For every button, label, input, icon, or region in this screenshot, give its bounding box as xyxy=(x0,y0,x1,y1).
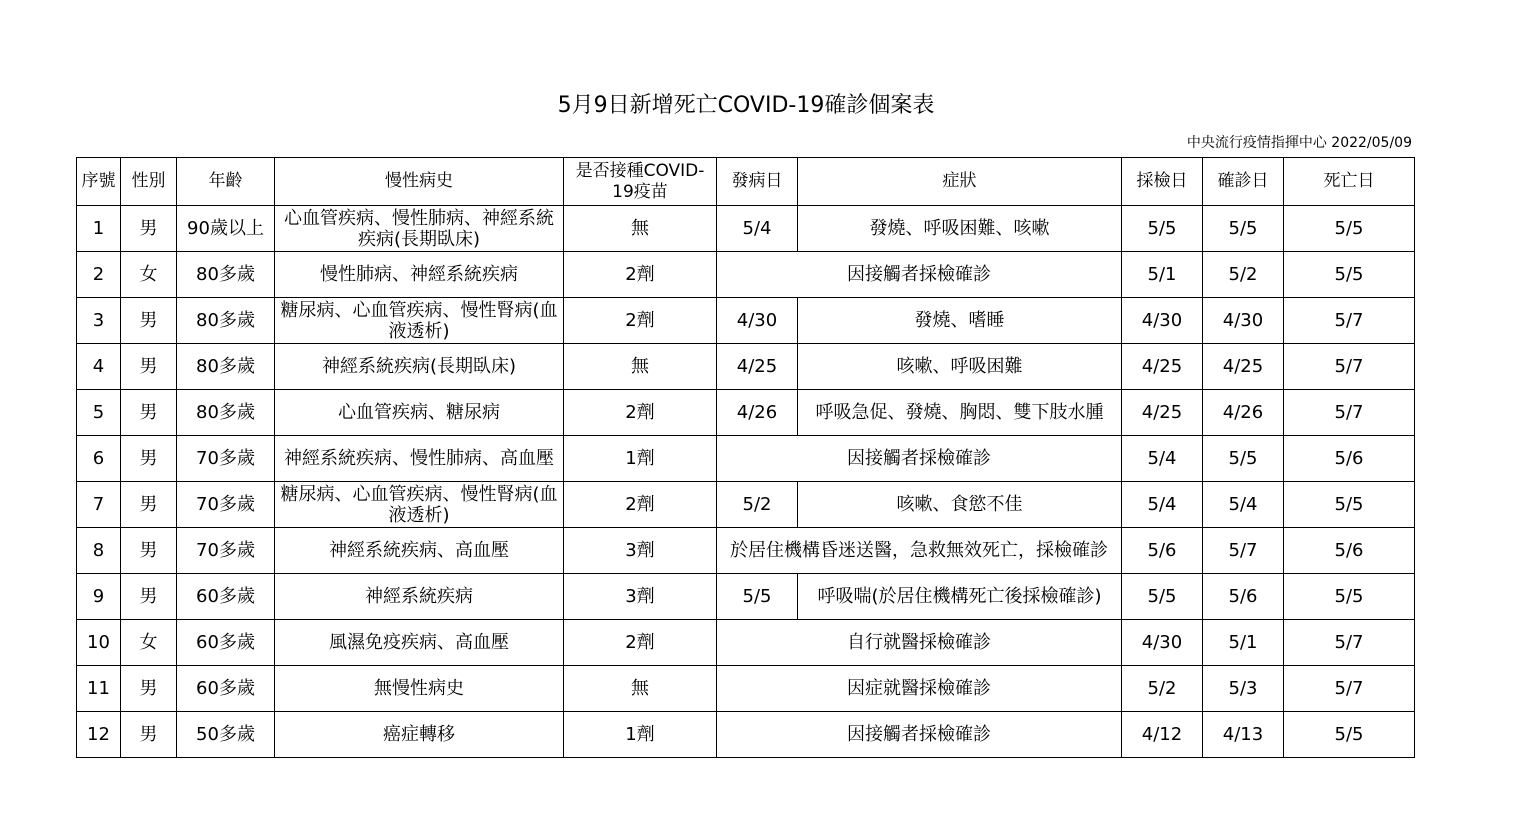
cell-no: 1 xyxy=(77,206,121,252)
cell-no: 11 xyxy=(77,666,121,712)
cell-onset: 5/4 xyxy=(717,206,798,252)
table-row xyxy=(77,574,1415,620)
cell-vaccine: 2劑 xyxy=(564,390,717,436)
table-row xyxy=(77,390,1415,436)
cell-history: 神經系統疾病、高血壓 xyxy=(275,528,564,574)
cell-symptoms: 呼吸喘(於居住機構死亡後採檢確診) xyxy=(798,574,1122,620)
cell-vaccine: 1劑 xyxy=(564,436,717,482)
page-title: 5月9日新增死亡COVID-19確診個案表 xyxy=(557,93,935,118)
cell-merged: 自行就醫採檢確診 xyxy=(717,620,1122,666)
cell-sex: 男 xyxy=(121,528,177,574)
cell-sex: 女 xyxy=(121,252,177,298)
cell-confirm: 4/30 xyxy=(1203,298,1284,344)
cell-no: 4 xyxy=(77,344,121,390)
cell-confirm: 4/13 xyxy=(1203,712,1284,758)
cell-no: 9 xyxy=(77,574,121,620)
cell-age: 70多歲 xyxy=(177,436,275,482)
table-row xyxy=(77,712,1415,758)
cell-test: 5/2 xyxy=(1122,666,1203,712)
cell-vaccine: 無 xyxy=(564,666,717,712)
cell-death: 5/5 xyxy=(1284,206,1415,252)
cell-death: 5/5 xyxy=(1284,252,1415,298)
cell-symptoms: 發燒、嗜睡 xyxy=(798,298,1122,344)
header-no: 序號 xyxy=(77,158,121,206)
cell-onset: 4/25 xyxy=(717,344,798,390)
header-death: 死亡日 xyxy=(1284,158,1415,206)
cell-age: 80多歲 xyxy=(177,344,275,390)
cell-vaccine: 3劑 xyxy=(564,574,717,620)
cell-test: 4/12 xyxy=(1122,712,1203,758)
cell-death: 5/7 xyxy=(1284,390,1415,436)
cell-history: 風濕免疫疾病、高血壓 xyxy=(275,620,564,666)
cell-test: 5/6 xyxy=(1122,528,1203,574)
table-row xyxy=(77,344,1415,390)
cell-vaccine: 3劑 xyxy=(564,528,717,574)
cell-sex: 男 xyxy=(121,712,177,758)
cell-merged: 因症就醫採檢確診 xyxy=(717,666,1122,712)
cell-death: 5/5 xyxy=(1284,482,1415,528)
table-body xyxy=(77,206,1415,758)
cell-death: 5/7 xyxy=(1284,666,1415,712)
cell-history: 慢性肺病、神經系統疾病 xyxy=(275,252,564,298)
cell-confirm: 4/26 xyxy=(1203,390,1284,436)
cell-confirm: 5/1 xyxy=(1203,620,1284,666)
cell-confirm: 5/6 xyxy=(1203,574,1284,620)
cell-vaccine: 2劑 xyxy=(564,298,717,344)
header-vaccine: 是否接種COVID-19疫苗 xyxy=(564,158,717,206)
cell-onset: 5/2 xyxy=(717,482,798,528)
death-cases-table xyxy=(76,157,1415,758)
cell-sex: 男 xyxy=(121,574,177,620)
cell-merged: 因接觸者採檢確診 xyxy=(717,712,1122,758)
cell-sex: 男 xyxy=(121,390,177,436)
cell-history: 神經系統疾病 xyxy=(275,574,564,620)
cell-test: 5/4 xyxy=(1122,436,1203,482)
cell-vaccine: 1劑 xyxy=(564,712,717,758)
cell-history: 無慢性病史 xyxy=(275,666,564,712)
cell-history: 神經系統疾病(長期臥床) xyxy=(275,344,564,390)
cell-no: 6 xyxy=(77,436,121,482)
cell-symptoms: 呼吸急促、發燒、胸悶、雙下肢水腫 xyxy=(798,390,1122,436)
cell-age: 60多歲 xyxy=(177,666,275,712)
cell-test: 5/4 xyxy=(1122,482,1203,528)
cell-symptoms: 咳嗽、食慾不佳 xyxy=(798,482,1122,528)
cell-history: 心血管疾病、慢性肺病、神經系統疾病(長期臥床) xyxy=(275,206,564,252)
cell-sex: 男 xyxy=(121,666,177,712)
cell-merged: 因接觸者採檢確診 xyxy=(717,436,1122,482)
cell-no: 8 xyxy=(77,528,121,574)
cell-age: 90歲以上 xyxy=(177,206,275,252)
header-confirm: 確診日 xyxy=(1203,158,1284,206)
header-history: 慢性病史 xyxy=(275,158,564,206)
cell-test: 5/5 xyxy=(1122,206,1203,252)
cell-no: 7 xyxy=(77,482,121,528)
table-row xyxy=(77,298,1415,344)
cell-test: 4/30 xyxy=(1122,298,1203,344)
cell-symptoms: 發燒、呼吸困難、咳嗽 xyxy=(798,206,1122,252)
table-row xyxy=(77,206,1415,252)
cell-vaccine: 2劑 xyxy=(564,620,717,666)
cell-onset: 4/26 xyxy=(717,390,798,436)
table-row xyxy=(77,528,1415,574)
header-test: 採檢日 xyxy=(1122,158,1203,206)
cell-death: 5/6 xyxy=(1284,528,1415,574)
table-row xyxy=(77,620,1415,666)
cell-confirm: 5/7 xyxy=(1203,528,1284,574)
cell-test: 5/5 xyxy=(1122,574,1203,620)
cell-history: 神經系統疾病、慢性肺病、高血壓 xyxy=(275,436,564,482)
cell-sex: 男 xyxy=(121,206,177,252)
cell-age: 50多歲 xyxy=(177,712,275,758)
cell-age: 80多歲 xyxy=(177,298,275,344)
table-header-row xyxy=(77,158,1415,206)
cell-confirm: 5/5 xyxy=(1203,436,1284,482)
source-caption: 中央流行疫情指揮中心 2022/05/09 xyxy=(1186,135,1412,151)
cell-confirm: 5/3 xyxy=(1203,666,1284,712)
cell-symptoms: 咳嗽、呼吸困難 xyxy=(798,344,1122,390)
cell-age: 80多歲 xyxy=(177,252,275,298)
cell-age: 80多歲 xyxy=(177,390,275,436)
cell-confirm: 5/5 xyxy=(1203,206,1284,252)
cell-confirm: 4/25 xyxy=(1203,344,1284,390)
cell-vaccine: 無 xyxy=(564,344,717,390)
cell-sex: 男 xyxy=(121,298,177,344)
table-row xyxy=(77,252,1415,298)
cell-onset: 5/5 xyxy=(717,574,798,620)
cell-test: 4/30 xyxy=(1122,620,1203,666)
cell-vaccine: 無 xyxy=(564,206,717,252)
header-age: 年齡 xyxy=(177,158,275,206)
cell-age: 60多歲 xyxy=(177,574,275,620)
table-row xyxy=(77,482,1415,528)
cell-history: 癌症轉移 xyxy=(275,712,564,758)
cell-age: 70多歲 xyxy=(177,482,275,528)
header-sex: 性別 xyxy=(121,158,177,206)
cell-test: 4/25 xyxy=(1122,390,1203,436)
cell-no: 3 xyxy=(77,298,121,344)
cell-onset: 4/30 xyxy=(717,298,798,344)
cell-death: 5/5 xyxy=(1284,574,1415,620)
cell-no: 2 xyxy=(77,252,121,298)
cell-test: 4/25 xyxy=(1122,344,1203,390)
cell-vaccine: 2劑 xyxy=(564,252,717,298)
cell-death: 5/7 xyxy=(1284,620,1415,666)
cell-death: 5/6 xyxy=(1284,436,1415,482)
table-row xyxy=(77,666,1415,712)
cell-history: 糖尿病、心血管疾病、慢性腎病(血液透析) xyxy=(275,298,564,344)
cell-no: 12 xyxy=(77,712,121,758)
cell-death: 5/7 xyxy=(1284,298,1415,344)
cell-test: 5/1 xyxy=(1122,252,1203,298)
cell-history: 心血管疾病、糖尿病 xyxy=(275,390,564,436)
cell-sex: 女 xyxy=(121,620,177,666)
cell-no: 10 xyxy=(77,620,121,666)
header-onset: 發病日 xyxy=(717,158,798,206)
cell-death: 5/5 xyxy=(1284,712,1415,758)
cell-age: 70多歲 xyxy=(177,528,275,574)
cell-sex: 男 xyxy=(121,482,177,528)
cell-sex: 男 xyxy=(121,344,177,390)
cell-no: 5 xyxy=(77,390,121,436)
cell-merged: 因接觸者採檢確診 xyxy=(717,252,1122,298)
cell-sex: 男 xyxy=(121,436,177,482)
cell-confirm: 5/2 xyxy=(1203,252,1284,298)
cell-confirm: 5/4 xyxy=(1203,482,1284,528)
cell-history: 糖尿病、心血管疾病、慢性腎病(血液透析) xyxy=(275,482,564,528)
header-symptoms: 症狀 xyxy=(798,158,1122,206)
cell-merged: 於居住機構昏迷送醫，急救無效死亡，採檢確診 xyxy=(717,528,1122,574)
cell-death: 5/7 xyxy=(1284,344,1415,390)
cell-age: 60多歲 xyxy=(177,620,275,666)
cell-vaccine: 2劑 xyxy=(564,482,717,528)
table-row xyxy=(77,436,1415,482)
